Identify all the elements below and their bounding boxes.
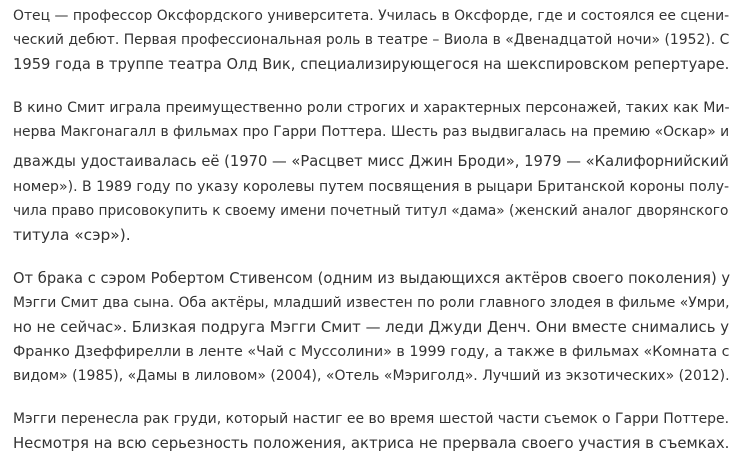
text-line: Несмотря на всю серьезность положения, актриса не прервала своего участия в съемках. bbox=[13, 434, 730, 453]
text-line: От брака с сэром Робертом Стивенсом (одним из выдающихся актёров своего поколения) у bbox=[13, 269, 731, 287]
text-line: В кино Смит играла преимущественно роли строгих и характерных персонажей, таких как Ми- bbox=[13, 99, 730, 116]
paragraph-film-career bbox=[13, 96, 733, 248]
text-line: номер»). В 1989 году по указу королевы путем посвящения в рыцари Британской короны полу- bbox=[13, 178, 730, 195]
text-line: чила право присовокупить к своему имени почетный титул «дама» (женский аналог дворянского bbox=[13, 203, 729, 220]
text-line: Мэгги Смит два сына. Оба актёры, младший известен по роли главного злодея в фильме «Умри, bbox=[13, 294, 730, 311]
text-line: ческий дебют. Первая профессиональная роль в театре – Виола в «Двенадцатой ночи» (1952). С bbox=[13, 32, 730, 49]
text-line: нерва Макгонагалл в фильмах про Гарри Поттера. Шесть раз выдвигалась на премию «Оскар» и bbox=[13, 124, 730, 141]
text-line: Мэгги перенесла рак груди, который настиг ее во время шестой части съемок о Гарри Поттере. bbox=[13, 411, 730, 428]
text-line: 1959 года в труппе театра Олд Вик, специализирующегося на шекспировском репертуаре. bbox=[13, 55, 730, 73]
article-body bbox=[13, 4, 733, 475]
text-line: дважды удостаивалась её (1970 — «Расцвет мисс Джин Броди», 1979 — «Калифорнийский bbox=[13, 153, 729, 171]
text-line: видом» (1985), «Дамы в лиловом» (2004), «Отель «Мэриголд». Лучший из экзотических» (2012). bbox=[13, 367, 730, 384]
paragraph-family bbox=[13, 267, 733, 388]
text-line: титула «сэр»). bbox=[13, 226, 131, 245]
paragraph-illness bbox=[13, 407, 733, 456]
paragraph-education bbox=[13, 4, 733, 77]
text-line: но не сейчас». Близкая подруга Мэгги Смит — леди Джуди Денч. Они вместе снимались у bbox=[13, 318, 730, 337]
text-line: Отец — профессор Оксфордского университета. Училась в Оксфорде, где и состоялся ее сцени- bbox=[13, 8, 730, 24]
text-line: Франко Дзеффирелли в ленте «Чай с Муссолини» в 1999 году, а также в фильмах «Комната с bbox=[13, 343, 730, 360]
